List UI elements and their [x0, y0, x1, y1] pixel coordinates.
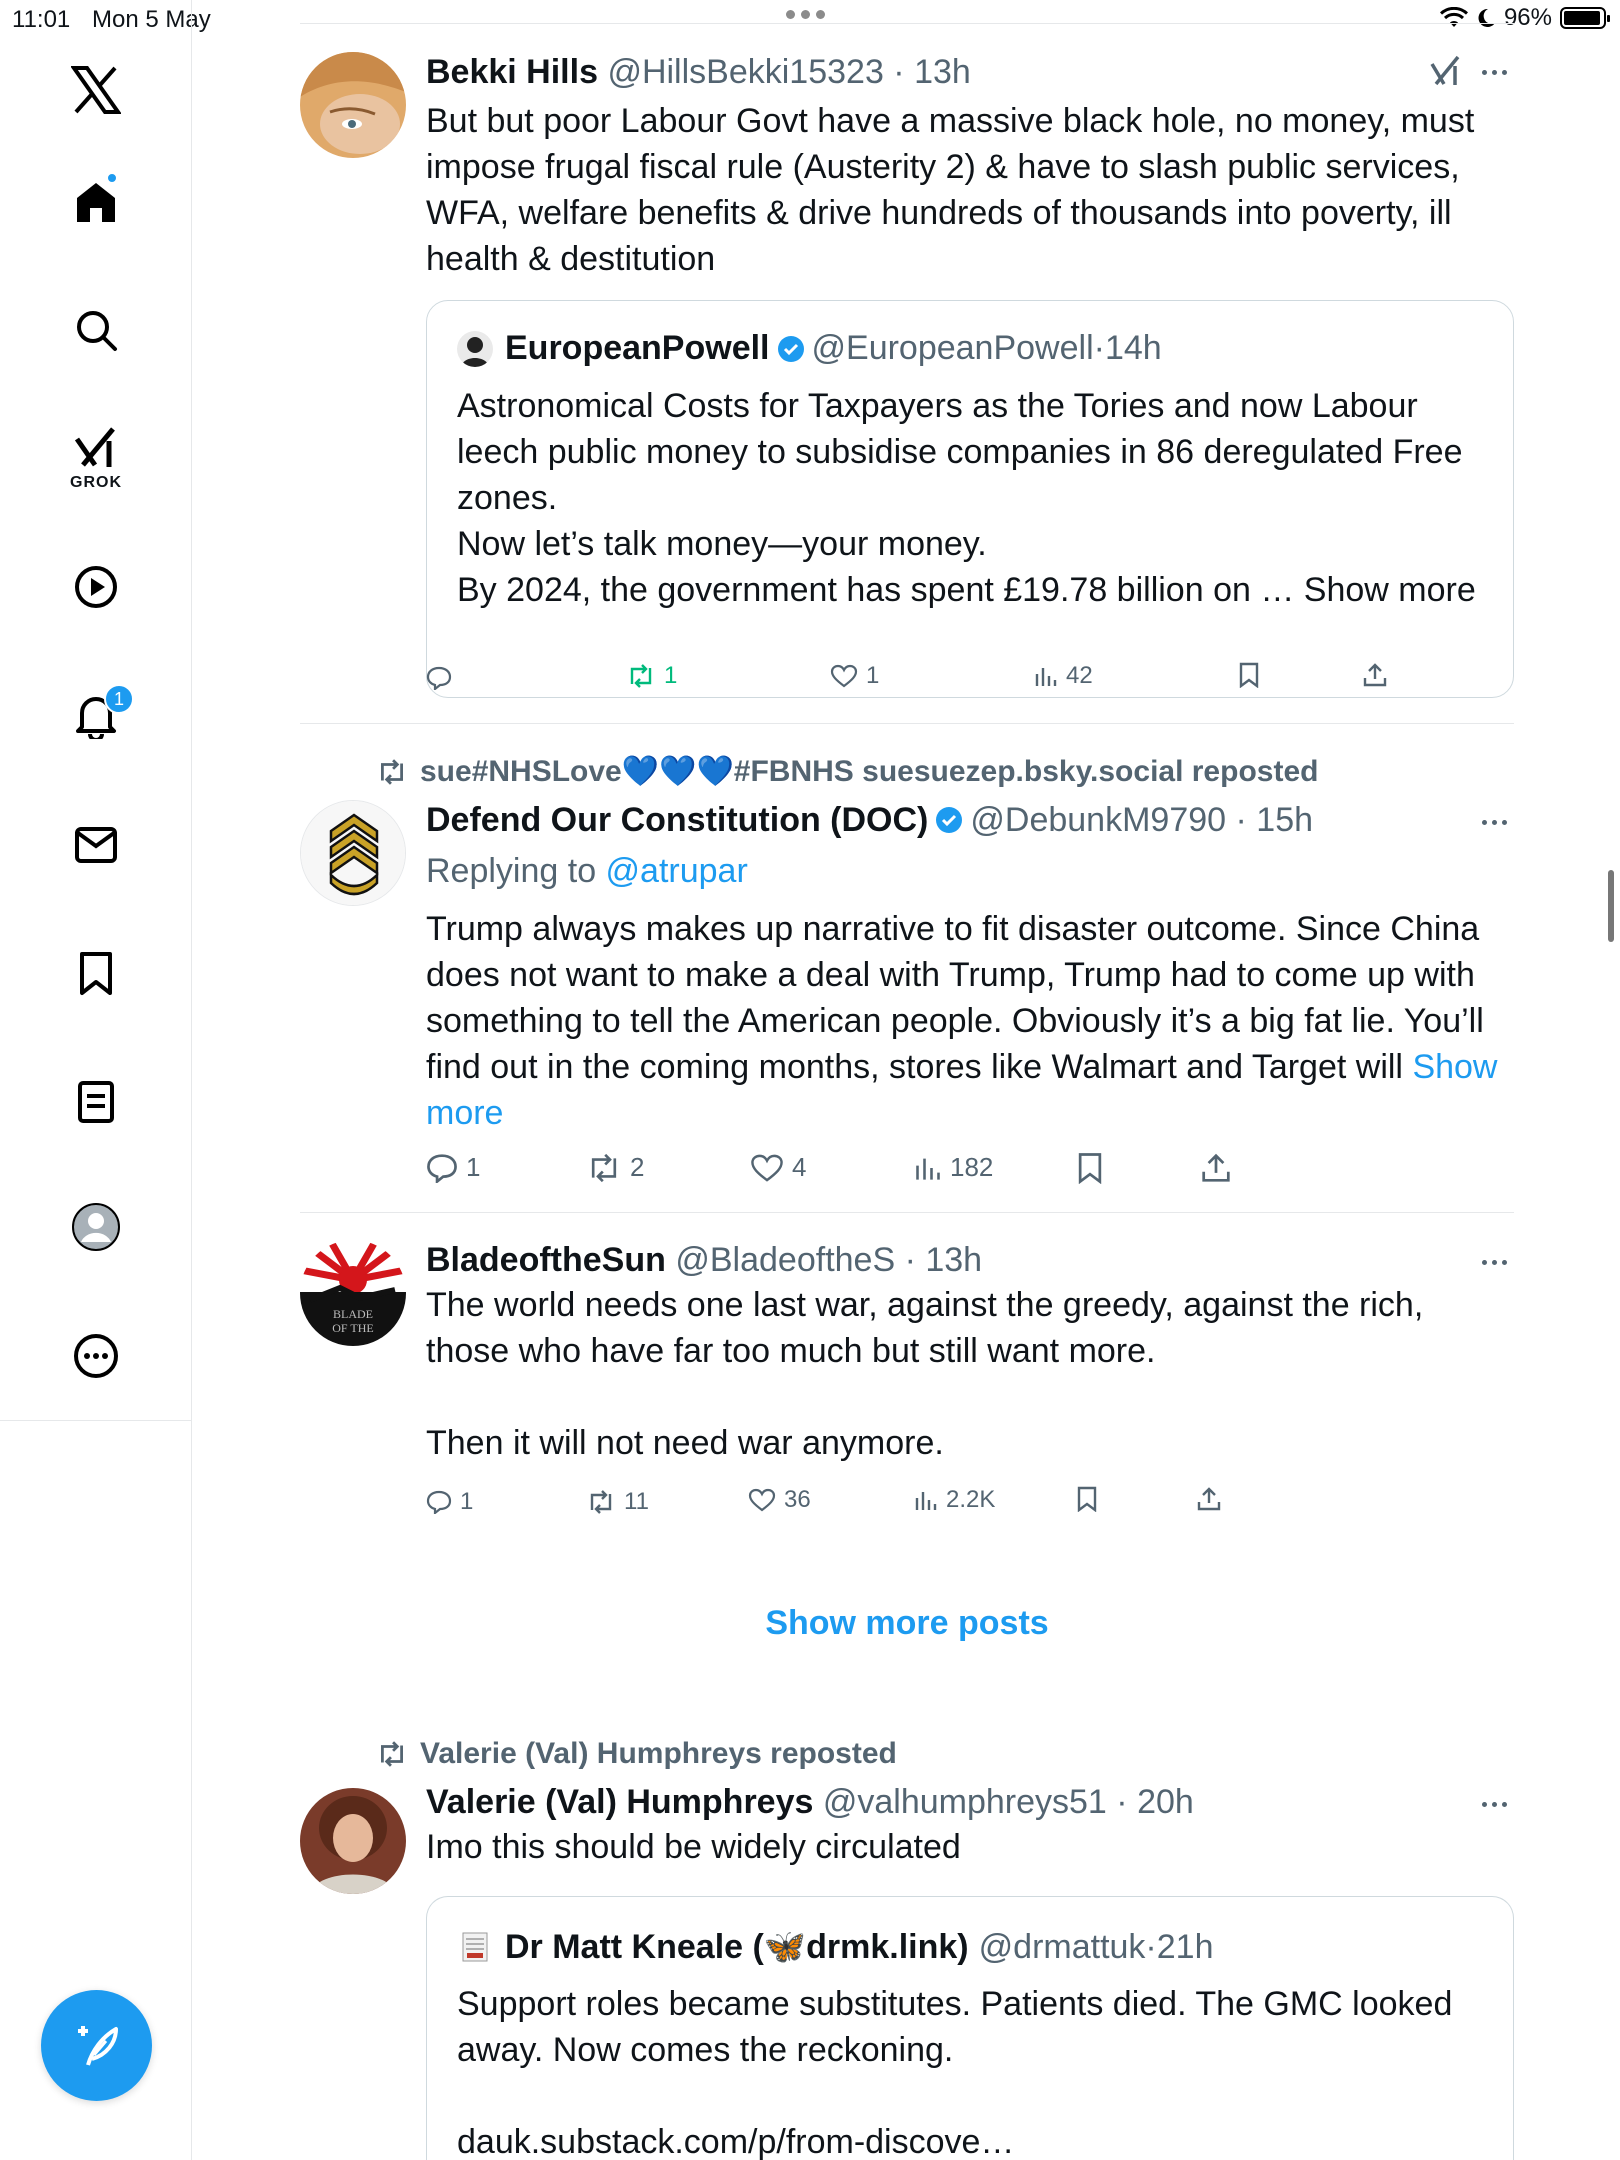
battery-percent: 96% — [1503, 4, 1552, 31]
notifications-bell-icon[interactable] — [52, 672, 140, 760]
author-name[interactable]: Defend Our Constitution (DOC) — [426, 801, 929, 839]
share-button[interactable] — [1362, 662, 1388, 688]
repost-button[interactable] — [586, 1152, 644, 1183]
share-button[interactable] — [1200, 1152, 1232, 1184]
quoted-avatar — [457, 331, 493, 367]
repost-icon — [586, 1490, 616, 1514]
compose-feather-icon — [72, 2021, 122, 2071]
repost-button[interactable] — [586, 1488, 649, 1516]
home-icon[interactable] — [52, 158, 140, 246]
sidebar-separator — [0, 1420, 192, 1421]
like-count: 36 — [784, 1486, 811, 1513]
status-time: 11:01 — [12, 6, 71, 33]
reply-button[interactable] — [426, 1152, 480, 1183]
show-more-posts-button[interactable]: Show more posts — [765, 1604, 1049, 1642]
wifi-icon — [1440, 7, 1468, 29]
replying-to-handle[interactable]: @atrupar — [605, 852, 748, 890]
scrollbar[interactable] — [1608, 870, 1614, 942]
views-count: 42 — [1066, 662, 1093, 689]
quoted-post-text: Astronomical Costs for Taxpayers as the Tories and now Labour leech public money to subsidise companies in 86 deregulated Free zones. Now let’s talk money—your money. By 2024, the government has spent £19.78 billion on … — [457, 387, 1463, 609]
notifications-badge: 1 — [104, 684, 134, 714]
author-name[interactable]: BladeoftheSun — [426, 1241, 666, 1279]
heart-icon — [830, 664, 858, 688]
video-icon[interactable] — [52, 543, 140, 631]
views-chart-icon — [914, 1153, 942, 1183]
heart-icon — [748, 1488, 776, 1512]
more-options-icon[interactable] — [52, 1312, 140, 1400]
repost-icon — [376, 1741, 408, 1767]
quoted-post-time: 14h — [1104, 329, 1162, 367]
post-more-icon[interactable] — [1474, 812, 1514, 832]
home-notification-dot — [106, 172, 118, 184]
views-count: 182 — [950, 1152, 994, 1182]
reply-icon — [426, 1490, 452, 1514]
bookmarks-icon[interactable] — [52, 930, 140, 1018]
show-more-link[interactable]: Show more — [426, 1048, 1498, 1132]
author-handle[interactable]: @DebunkM9790 — [970, 801, 1227, 839]
quoted-author-name: Dr Matt Kneale (🦋drmk.link) — [505, 1928, 969, 1966]
share-icon — [1200, 1152, 1232, 1184]
reply-button[interactable] — [426, 666, 452, 690]
like-count: 1 — [866, 662, 880, 689]
quoted-author-handle: @EuropeanPowell — [811, 329, 1094, 367]
bookmark-icon — [1076, 1152, 1104, 1184]
share-icon — [1196, 1486, 1222, 1512]
repost-indicator[interactable] — [376, 1737, 897, 1771]
messages-icon[interactable] — [52, 801, 140, 889]
author-name[interactable]: Bekki Hills — [426, 53, 598, 91]
quoted-post-text: Support roles became substitutes. Patients died. The GMC looked away. Now comes the reckoning. dauk.substack.com/p/from-discove… — [457, 1985, 1453, 2160]
articles-icon[interactable] — [52, 1058, 140, 1146]
like-count: 4 — [792, 1152, 807, 1182]
sidebar — [0, 0, 192, 2160]
svg-text:OF THE: OF THE — [332, 1321, 374, 1335]
x-logo-icon[interactable] — [52, 46, 140, 134]
grok-icon[interactable] — [52, 414, 140, 502]
reply-button[interactable] — [426, 1488, 473, 1516]
repost-icon — [626, 664, 656, 688]
reply-icon — [426, 666, 452, 690]
post-divider — [300, 1212, 1514, 1213]
post-time[interactable]: 15h — [1256, 801, 1314, 839]
quoted-post[interactable]: EuropeanPowell @EuropeanPowell · 14h Astronomical Costs for Taxpayers as the Tories and now Labour leech public money to subsidise companies in 86 deregulated Free zones. Now let’s talk money—your money. By 2024, the government has spent £19.78 billion on … Show more — [426, 300, 1514, 698]
views-button[interactable] — [1034, 662, 1093, 690]
status-date: Mon 5 May — [92, 6, 211, 33]
repost-count: 1 — [664, 662, 678, 689]
feed-top-divider — [300, 23, 1514, 24]
author-handle[interactable]: @HillsBekki15323 — [607, 53, 884, 91]
svg-text:BLADE: BLADE — [333, 1307, 373, 1321]
status-bar — [0, 0, 1620, 40]
avatar[interactable] — [300, 1788, 406, 1894]
like-button[interactable] — [750, 1152, 806, 1183]
bookmark-button[interactable] — [1076, 1152, 1104, 1184]
post-text: Imo this should be widely circulated — [426, 1828, 961, 1866]
quoted-author-handle: @drmattuk — [978, 1927, 1146, 1966]
post-text: Trump always makes up narrative to fit disaster outcome. Since China does not want to make a deal with Trump, Trump had to come up with something to tell the American people. Obviously it’s a big fat lie. You’ll find out in the coming months, stores like Walmart and Target will — [426, 910, 1484, 1086]
verified-badge-icon — [776, 334, 806, 364]
like-button[interactable] — [830, 662, 879, 690]
quoted-author-name: EuropeanPowell — [505, 329, 770, 367]
avatar[interactable] — [300, 800, 406, 906]
verified-badge-icon — [934, 805, 964, 835]
post-text: The world needs one last war, against the greedy, against the rich, those who have far too much but still want more. Then it will not need war anymore. — [426, 1286, 1424, 1462]
multitasking-dots-icon[interactable] — [786, 10, 825, 19]
views-chart-icon — [914, 1488, 938, 1512]
repost-icon — [586, 1153, 622, 1183]
reply-icon — [426, 1153, 458, 1183]
repost-count: 2 — [630, 1152, 645, 1182]
views-button[interactable] — [914, 1152, 993, 1183]
quoted-post-time: 21h — [1156, 1927, 1214, 1966]
post-more-icon[interactable] — [1474, 1252, 1514, 1272]
reply-count: 1 — [460, 1488, 474, 1515]
post-more-icon[interactable] — [1474, 1794, 1514, 1814]
grok-label: GROK — [70, 474, 122, 491]
quoted-post[interactable]: Dr Matt Kneale (🦋drmk.link) @drmattuk · 21h Support roles became substitutes. Patients died. The GMC looked away. Now comes the reckoning. dauk.substack.com/p/from-discove… — [426, 1896, 1514, 2160]
repost-button[interactable] — [626, 662, 677, 690]
compose-post-button[interactable] — [41, 1990, 152, 2101]
avatar[interactable] — [300, 52, 406, 158]
repost-indicator[interactable] — [376, 754, 1318, 789]
grok-analyze-icon[interactable] — [1428, 54, 1462, 88]
author-handle[interactable]: @BladeoftheS — [675, 1241, 896, 1279]
show-more-link[interactable]: Show more — [1303, 571, 1476, 609]
reply-count: 1 — [466, 1152, 481, 1182]
bookmark-icon — [1076, 1486, 1098, 1512]
views-count: 2.2K — [946, 1486, 996, 1513]
quoted-avatar — [457, 1929, 493, 1965]
reposted-by-label: Valerie (Val) Humphreys reposted — [420, 1737, 897, 1770]
post-time[interactable]: 13h — [925, 1241, 983, 1279]
bookmark-button[interactable] — [1238, 662, 1260, 688]
search-icon[interactable] — [52, 286, 140, 374]
author-handle[interactable]: @valhumphreys51 — [822, 1783, 1107, 1821]
repost-icon — [376, 759, 408, 785]
share-icon — [1362, 662, 1388, 688]
views-button[interactable] — [914, 1486, 995, 1514]
author-name[interactable]: Valerie (Val) Humphreys — [426, 1783, 814, 1821]
post-time[interactable]: 13h — [914, 53, 971, 91]
avatar[interactable] — [300, 1240, 406, 1346]
post-divider — [300, 723, 1514, 724]
profile-avatar-icon[interactable] — [52, 1183, 140, 1271]
bookmark-button[interactable] — [1076, 1486, 1098, 1512]
reposted-by-label: sue#NHSLove💙💙💙#FBNHS suesuezep.bsky.social reposted — [420, 755, 1319, 788]
moon-icon — [1476, 7, 1496, 29]
repost-count: 11 — [624, 1488, 649, 1515]
post-time[interactable]: 20h — [1137, 1783, 1194, 1821]
like-button[interactable] — [748, 1486, 811, 1514]
share-button[interactable] — [1196, 1486, 1222, 1512]
views-chart-icon — [1034, 664, 1058, 688]
post-text: But but poor Labour Govt have a massive black hole, no money, must impose frugal fiscal rule (Austerity 2) & have to slash public services, WFA, welfare benefits & drive hundreds of thousands into poverty, ill health & destitution — [426, 102, 1475, 278]
heart-icon — [750, 1153, 784, 1183]
battery-icon — [1560, 7, 1606, 29]
post-more-icon[interactable] — [1474, 62, 1514, 82]
bookmark-icon — [1238, 662, 1260, 688]
replying-to-label: Replying to — [426, 852, 606, 890]
